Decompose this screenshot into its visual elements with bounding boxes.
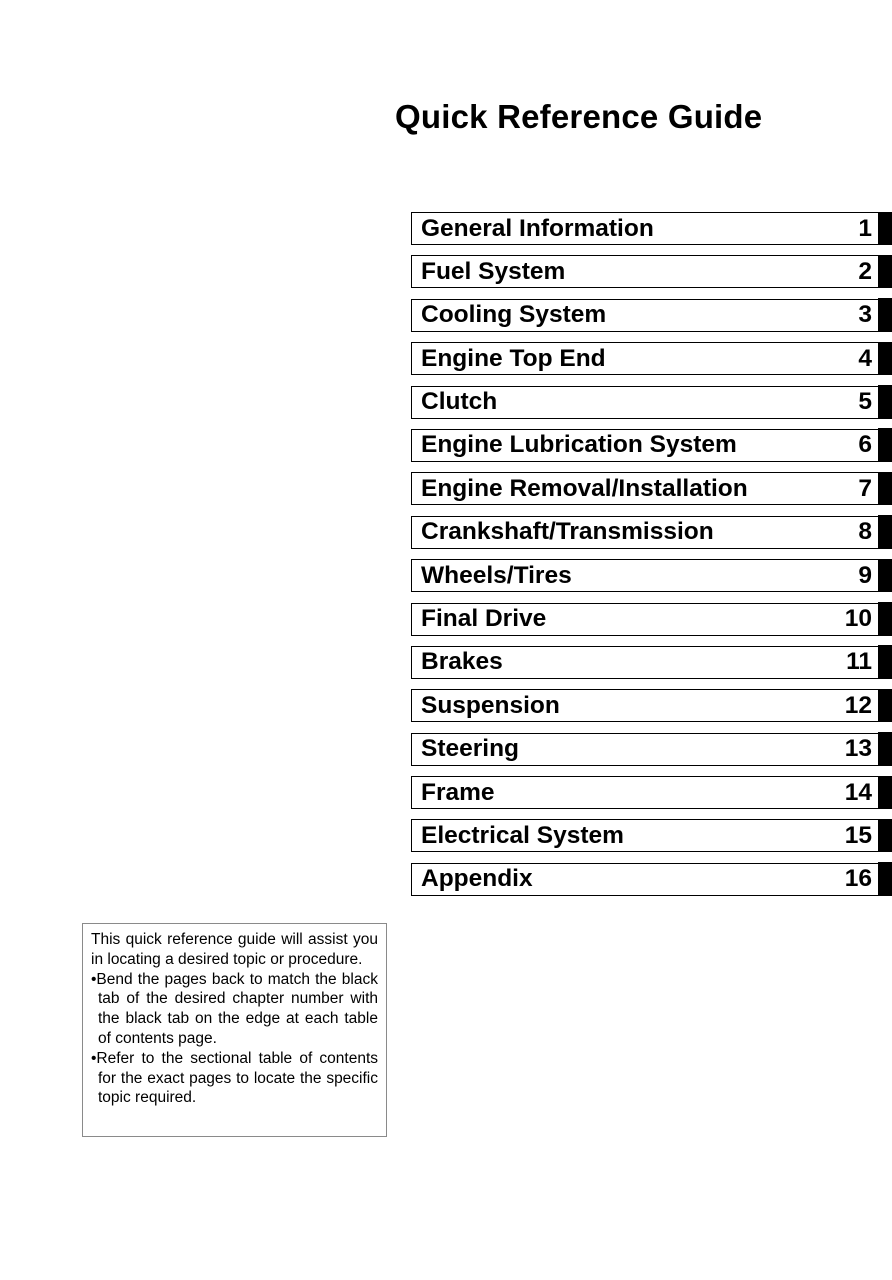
chapter-number: 9: [858, 561, 872, 589]
chapter-entry-fuel-system[interactable]: [411, 255, 892, 288]
chapter-tab-marker: [878, 819, 892, 852]
chapter-number: 4: [858, 344, 872, 372]
chapter-entry-crankshaft-transmission[interactable]: [411, 516, 892, 549]
chapter-tab-marker: [878, 298, 892, 331]
chapter-label: Engine Lubrication System: [421, 431, 737, 459]
chapter-label: Clutch: [421, 388, 498, 416]
chapter-number: 2: [858, 257, 872, 285]
chapter-entry-cooling-system[interactable]: [411, 299, 892, 332]
chapter-label: Final Drive: [421, 605, 547, 633]
chapter-label: Frame: [421, 778, 495, 806]
chapter-entry-engine-lubrication-system[interactable]: [411, 429, 892, 462]
chapter-entry-brakes[interactable]: [411, 646, 892, 679]
chapter-label: General Information: [421, 214, 654, 242]
page-title: Quick Reference Guide: [395, 98, 763, 135]
chapter-entry-electrical-system[interactable]: [411, 819, 892, 852]
chapter-label: Fuel System: [421, 257, 566, 285]
chapter-tab-marker: [878, 689, 892, 722]
chapter-label: Suspension: [421, 691, 560, 719]
chapter-label: Electrical System: [421, 821, 624, 849]
chapter-label: Steering: [421, 735, 520, 763]
chapter-number: 3: [858, 301, 872, 329]
chapter-entry-wheels-tires[interactable]: [411, 559, 892, 592]
chapter-tab-marker: [878, 385, 892, 418]
chapter-number: 11: [846, 648, 872, 676]
chapter-label: Cooling System: [421, 301, 607, 329]
chapter-entry-steering[interactable]: [411, 733, 892, 766]
chapter-number: 7: [858, 474, 872, 502]
chapter-number: 8: [858, 518, 872, 546]
chapter-tab-marker: [878, 515, 892, 548]
usage-note-bullet: •Bend the pages back to match the black tab of the desired chapter number with the black tab on the edge at each table of contents page.: [91, 970, 378, 1047]
usage-note-bullet: •Refer to the sectional table of contents for the exact pages to locate the specific topic required.: [91, 1049, 378, 1107]
chapter-entry-engine-top-end[interactable]: [411, 342, 892, 375]
chapter-tab-marker: [878, 602, 892, 635]
chapter-number: 10: [844, 605, 872, 633]
chapter-entry-clutch[interactable]: [411, 386, 892, 419]
chapter-label: Engine Top End: [421, 344, 606, 372]
chapter-label: Brakes: [421, 648, 503, 676]
usage-note-intro: This quick reference guide will assist you in locating a desired topic or procedure.: [91, 931, 378, 968]
chapter-tab-marker: [878, 776, 892, 809]
chapter-number: 12: [844, 691, 872, 719]
usage-note-box: [82, 923, 387, 1137]
chapter-tab-marker: [878, 255, 892, 288]
chapter-tab-marker: [878, 472, 892, 505]
chapter-number: 1: [858, 214, 872, 242]
chapter-number: 14: [844, 778, 872, 806]
chapter-entry-engine-removal-installation[interactable]: [411, 472, 892, 505]
chapter-tab-marker: [878, 428, 892, 461]
chapter-entry-frame[interactable]: [411, 776, 892, 809]
chapter-tab-marker: [878, 212, 892, 245]
chapter-tab-marker: [878, 645, 892, 678]
chapter-tab-marker: [878, 732, 892, 765]
chapter-label: Crankshaft/Transmission: [421, 518, 714, 546]
chapter-number: 6: [858, 431, 872, 459]
chapter-label: Engine Removal/Installation: [421, 474, 748, 502]
chapter-number: 15: [844, 821, 872, 849]
chapter-tab-marker: [878, 862, 892, 895]
chapter-entry-suspension[interactable]: [411, 689, 892, 722]
chapter-entry-general-information[interactable]: [411, 212, 892, 245]
chapter-label: Appendix: [421, 865, 533, 893]
chapter-label: Wheels/Tires: [421, 561, 572, 589]
chapter-index: [411, 212, 892, 906]
chapter-number: 5: [858, 388, 872, 416]
chapter-number: 16: [844, 865, 872, 893]
chapter-entry-final-drive[interactable]: [411, 603, 892, 636]
chapter-number: 13: [844, 735, 872, 763]
chapter-tab-marker: [878, 559, 892, 592]
chapter-entry-appendix[interactable]: [411, 863, 892, 896]
chapter-tab-marker: [878, 342, 892, 375]
